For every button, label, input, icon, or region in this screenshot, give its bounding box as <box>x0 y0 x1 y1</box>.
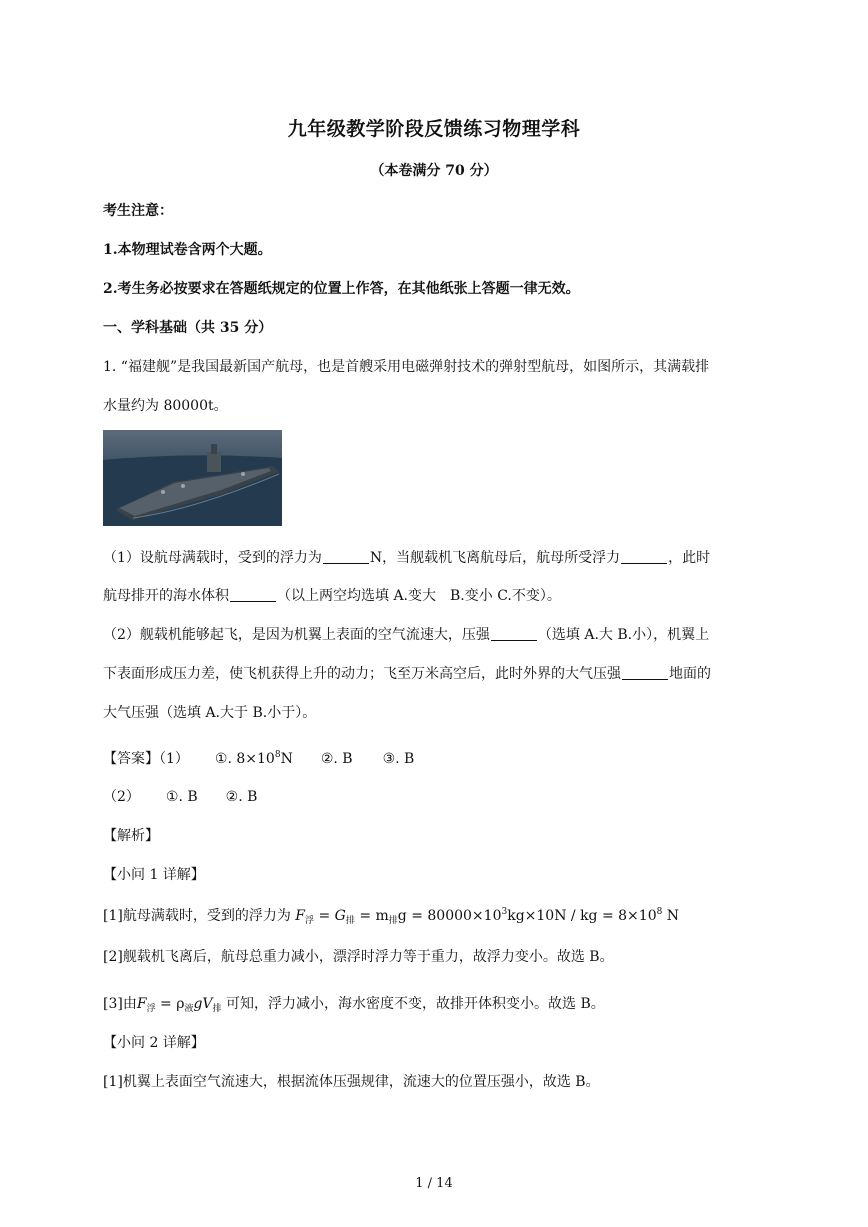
page-title: 九年级教学阶段反馈练习物理学科 <box>287 118 581 140</box>
page-number: 1 / 14 <box>415 1176 453 1191</box>
answer-value-formula: $8\times 10^8N$ <box>236 750 293 767</box>
question-1-line-1: 1. “福建舰”是我国最新国产航母，也是首艘采用电磁弹射技术的弹射型航母，如图所示，其满载排 <box>103 359 710 375</box>
analysis-sub-1: 【小问 1 详解】 <box>103 867 205 883</box>
analysis-sub-2: 【小问 2 详解】 <box>103 1035 205 1051</box>
analysis-label: 【解析】 <box>103 828 159 844</box>
question-1-part-1-line-1: （1）设航母满载时，受到的浮力为 N，当舰载机飞离航母后，航母所受浮力 ，此时 <box>103 550 711 566</box>
section-heading: 一、学科基础（共 35 分） <box>103 320 273 336</box>
analysis-step-3: [3]由$F_浮 = \rho_液gV_排$ 可知，浮力减小，海水密度不变，故排开体积变小。故选 B。 <box>103 996 605 1014</box>
answer-blank <box>622 665 668 680</box>
aircraft-carrier-image <box>103 430 282 526</box>
answer-blank <box>491 626 537 641</box>
analysis-step-2: [2]舰载机飞离后，航母总重力减小，漂浮时浮力等于重力，故浮力变小。故选 B。 <box>103 949 614 965</box>
page-subtitle: （本卷满分 70 分） <box>370 163 498 179</box>
answer-blank <box>230 587 276 602</box>
answer-blank <box>621 549 667 564</box>
answer-row-1: 【答案】（1） ①. $8\times 10^8N$ ②. B ③. B <box>103 750 415 767</box>
notice-item-1: 1.本物理试卷含两个大题。 <box>103 242 272 258</box>
notice-heading: 考生注意： <box>103 203 173 219</box>
analysis-step-4: [1]机翼上表面空气流速大，根据流体压强规律，流速大的位置压强小，故选 B。 <box>103 1074 600 1090</box>
question-1-part-2-line-2: 下表面形成压力差，使飞机获得上升的动力；飞至万米高空后，此时外界的大气压强 地面的 <box>103 666 711 682</box>
archimedes-formula: $F_浮 = \rho_液gV_排$ <box>136 996 222 1014</box>
answer-row-2: （2） ①. B ②. B <box>103 789 258 805</box>
question-1-part-2-line-1: （2）舰载机能够起飞，是因为机翼上表面的空气流速大，压强 （选填 A.大 B.小），机翼上 <box>103 627 710 643</box>
answer-blank <box>323 549 369 564</box>
notice-item-2: 2.考生务必按要求在答题纸规定的位置上作答，在其他纸张上答题一律无效。 <box>103 281 580 297</box>
question-1-part-1-line-2: 航母排开的海水体积 （以上两空均选填 A.变大 B.变小 C.不变）。 <box>103 588 561 604</box>
question-1-line-2: 水量约为 80000t。 <box>103 398 228 414</box>
buoyancy-formula: $F_浮 = G_排 = m_排g = 80000\times 10^3kg\times 10N$ / kg = $8\times 10^8$ N <box>295 907 680 926</box>
analysis-step-1: [1]航母满载时，受到的浮力为 $F_浮 = G_排 = m_排g = 80000\times 10^3kg\times 10N$ / kg = $8\times 10^8$ N <box>103 907 680 926</box>
question-1-part-2-line-3: 大气压强（选填 A.大于 B.小于）。 <box>103 705 317 721</box>
